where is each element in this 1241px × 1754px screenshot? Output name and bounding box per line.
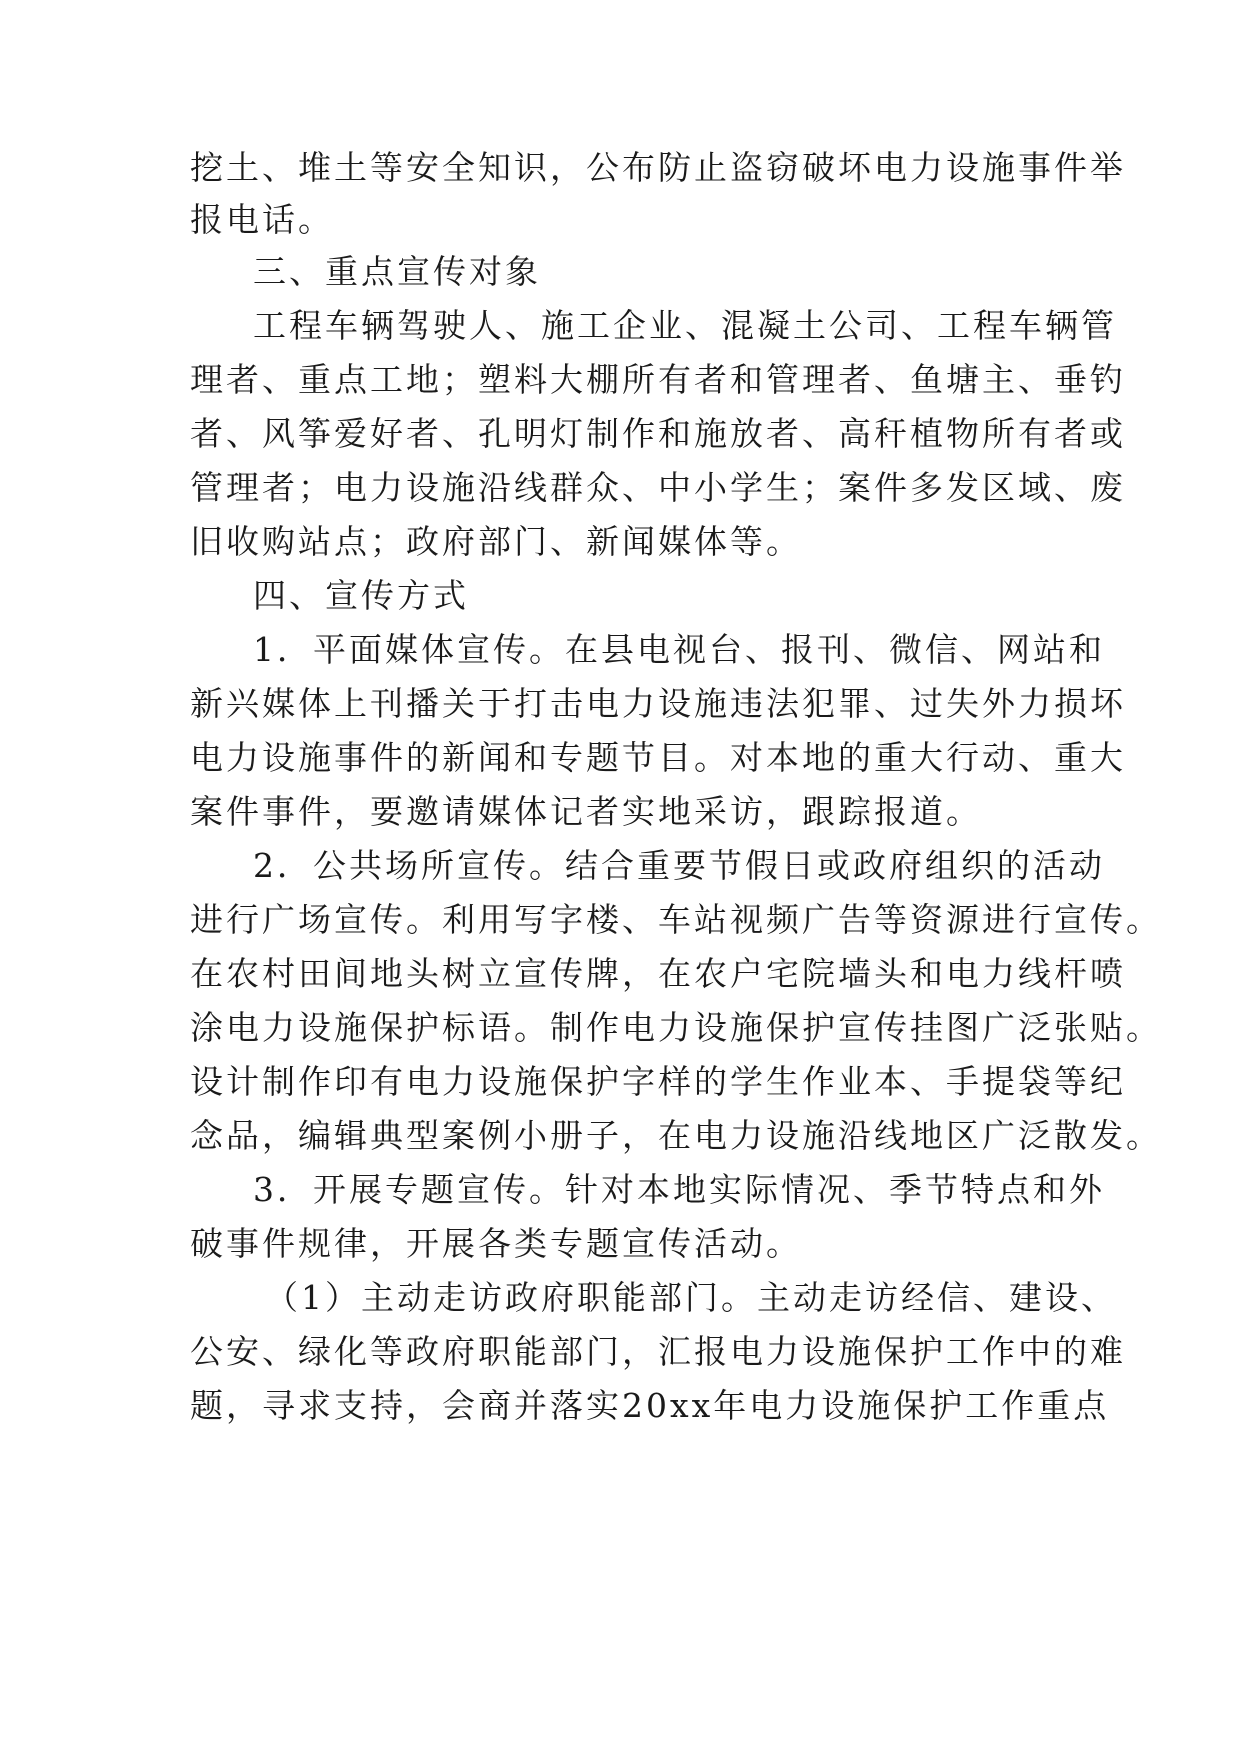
- body-text-line: 进行广场宣传。利用写字楼、车站视频广告等资源进行宣传。: [190, 900, 1162, 939]
- body-text-line: 报电话。: [190, 200, 334, 239]
- body-text-line: 旧收购站点；政府部门、新闻媒体等。: [190, 522, 802, 561]
- body-text-line: 案件事件，要邀请媒体记者实地采访，跟踪报道。: [190, 792, 982, 831]
- body-text-line: 管理者；电力设施沿线群众、中小学生；案件多发区域、废: [190, 468, 1126, 507]
- body-text-line: 者、风筝爱好者、孔明灯制作和施放者、高秆植物所有者或: [190, 414, 1126, 453]
- body-text-line: 2．公共场所宣传。结合重要节假日或政府组织的活动: [253, 846, 1105, 885]
- body-text-line: 3．开展专题宣传。针对本地实际情况、季节特点和外: [253, 1170, 1105, 1209]
- body-text-line: 挖土、堆土等安全知识，公布防止盗窃破坏电力设施事件举: [190, 148, 1126, 187]
- body-text-line: 理者、重点工地；塑料大棚所有者和管理者、鱼塘主、垂钓: [190, 360, 1126, 399]
- body-text-line: 设计制作印有电力设施保护字样的学生作业本、手提袋等纪: [190, 1062, 1126, 1101]
- body-text-line: 新兴媒体上刊播关于打击电力设施违法犯罪、过失外力损坏: [190, 684, 1126, 723]
- section-heading: 四、宣传方式: [253, 576, 469, 615]
- body-text-line: 题，寻求支持，会商并落实20xx年电力设施保护工作重点: [190, 1386, 1110, 1425]
- body-text-line: 在农村田间地头树立宣传牌，在农户宅院墙头和电力线杆喷: [190, 954, 1126, 993]
- body-text-line: 工程车辆驾驶人、施工企业、混凝土公司、工程车辆管: [253, 306, 1117, 345]
- section-heading: 三、重点宣传对象: [253, 252, 541, 291]
- body-text-line: 公安、绿化等政府职能部门，汇报电力设施保护工作中的难: [190, 1332, 1126, 1371]
- body-text-line: 电力设施事件的新闻和专题节目。对本地的重大行动、重大: [190, 738, 1126, 777]
- body-text-line: 念品，编辑典型案例小册子，在电力设施沿线地区广泛散发。: [190, 1116, 1162, 1155]
- body-text-line: 1．平面媒体宣传。在县电视台、报刊、微信、网站和: [253, 630, 1105, 669]
- body-text-line: （1）主动走访政府职能部门。主动走访经信、建设、: [265, 1278, 1117, 1317]
- body-text-line: 涂电力设施保护标语。制作电力设施保护宣传挂图广泛张贴。: [190, 1008, 1162, 1047]
- body-text-line: 破事件规律，开展各类专题宣传活动。: [190, 1224, 802, 1263]
